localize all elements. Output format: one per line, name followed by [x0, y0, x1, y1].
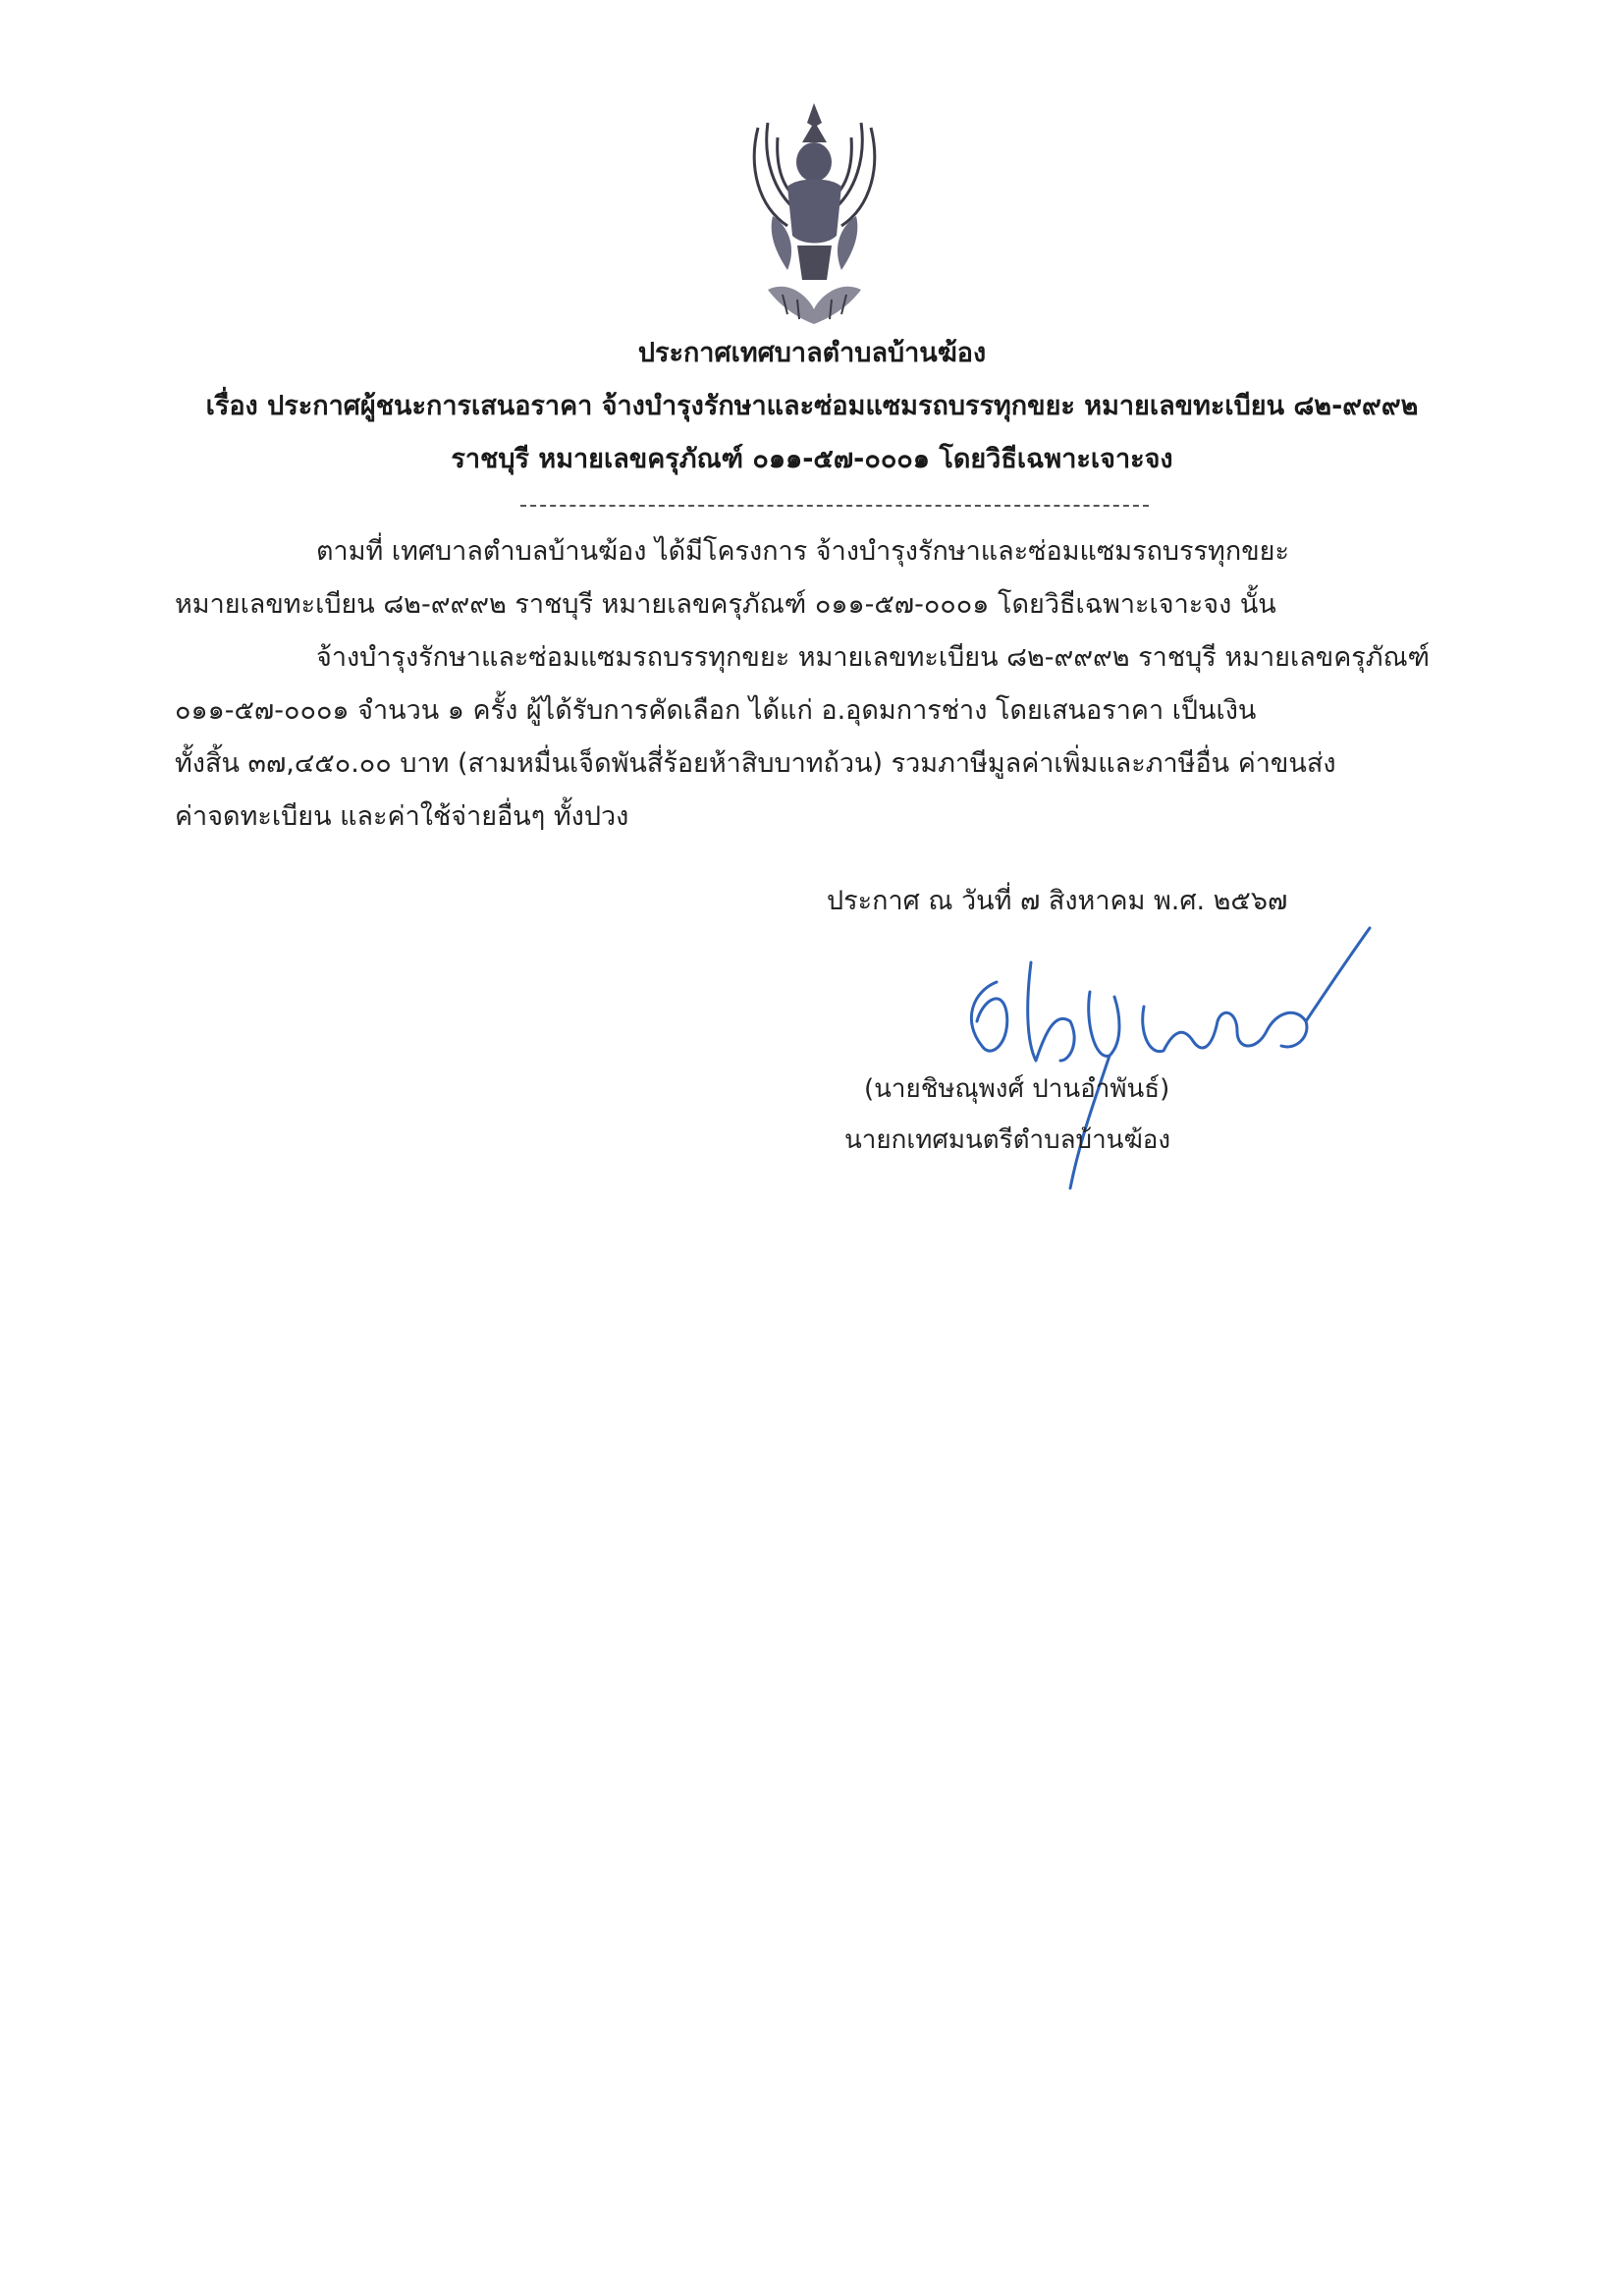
paragraph1-line1: ตามที่ เทศบาลตำบลบ้านฆ้อง ได้มีโครงการ จ้างบำรุงรักษาและซ่อมแซมรถบรรทุกขยะ: [316, 536, 1289, 567]
paragraph2-line3: ทั้งสิ้น ๓๗,๔๕๐.๐๐ บาท (สามหมื่นเจ็ดพันสี่ร้อยห้าสิบบาทถ้วน) รวมภาษีมูลค่าเพิ่มและภาษีอื่น ค่าขนส่ง: [175, 748, 1336, 779]
announcement-title: ประกาศเทศบาลตำบลบ้านฆ้อง: [637, 338, 987, 368]
paragraph2-line1: จ้างบำรุงรักษาและซ่อมแซมรถบรรทุกขยะ หมายเลขทะเบียน ๘๒-๙๙๙๒ ราชบุรี หมายเลขครุภัณฑ์: [316, 642, 1431, 673]
announcement-subject-line2: ราชบุรี หมายเลขครุภัณฑ์ ๐๑๑-๕๗-๐๐๐๑ โดยวิธีเฉพาะเจาะจง: [451, 444, 1173, 474]
dashed-divider: [520, 505, 1149, 507]
paragraph2-line4: ค่าจดทะเบียน และค่าใช้จ่ายอื่นๆ ทั้งปวง: [175, 801, 629, 832]
signer-position: นายกเทศมนตรีตำบลบ้านฆ้อง: [844, 1125, 1171, 1155]
announcement-date: ประกาศ ณ วันที่ ๗ สิงหาคม พ.ศ. ๒๕๖๗: [827, 886, 1288, 916]
paragraph2-line2: ๐๑๑-๕๗-๐๐๐๑ จำนวน ๑ ครั้ง ผู้ได้รับการคัดเลือก ได้แก่ อ.อุดมการช่าง โดยเสนอราคา เป็นเงิน: [175, 695, 1257, 726]
announcement-subject-line1: เรื่อง ประกาศผู้ชนะการเสนอราคา จ้างบำรุงรักษาและซ่อมแซมรถบรรทุกขยะ หมายเลขทะเบียน ๘๒-๙๙๙๒: [205, 391, 1419, 421]
paragraph1-line2: หมายเลขทะเบียน ๘๒-๙๙๙๒ ราชบุรี หมายเลขครุภัณฑ์ ๐๑๑-๕๗-๐๐๐๑ โดยวิธีเฉพาะเจาะจง นั้น: [175, 589, 1276, 620]
garuda-emblem-icon: [729, 98, 900, 334]
signer-name: (นายชิษณุพงศ์ ปานอำพันธ์): [864, 1074, 1170, 1104]
